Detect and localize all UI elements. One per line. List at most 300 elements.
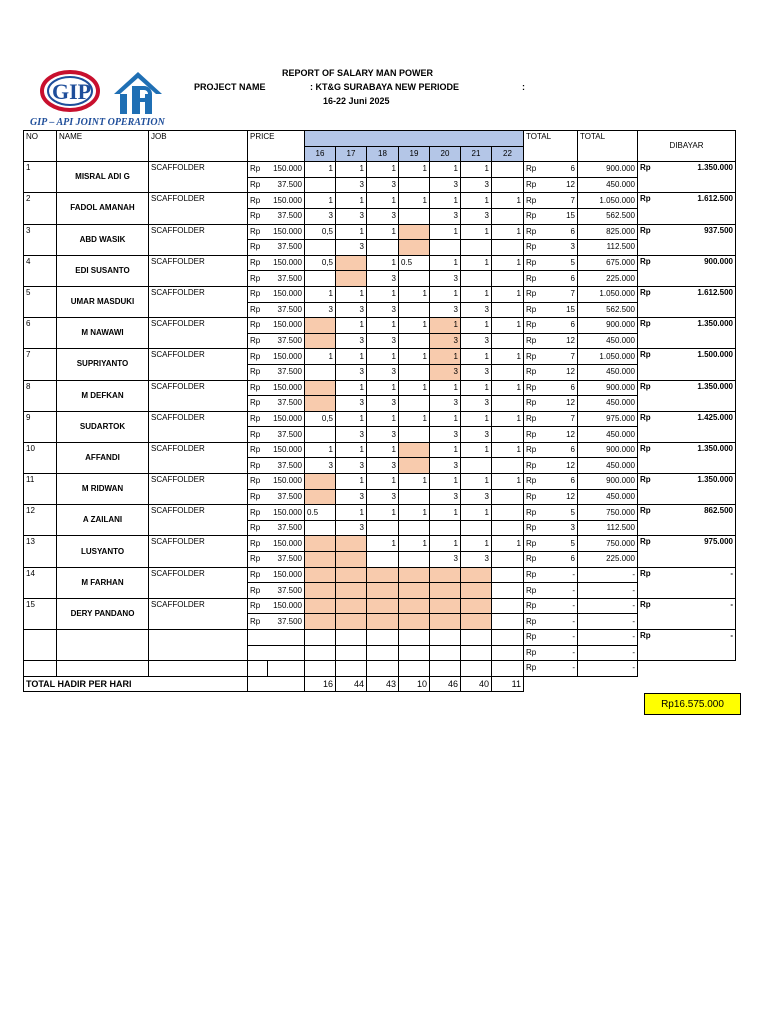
day-cell: 1 <box>367 442 399 458</box>
day-total: 16 <box>305 676 336 692</box>
day-cell <box>367 583 399 599</box>
day-cell <box>336 598 367 614</box>
employee-job: SCAFFOLDER <box>149 598 248 629</box>
day-cell: 3 <box>367 333 399 349</box>
price-currency: Rp <box>248 598 268 614</box>
day-cell <box>399 364 430 380</box>
row-no: 12 <box>24 505 57 536</box>
day-cell: 1 <box>367 318 399 334</box>
total-currency: Rp <box>524 271 544 287</box>
price-value: 37.500 <box>268 177 305 193</box>
total-count: 12 <box>544 458 578 474</box>
day-cell <box>492 598 524 614</box>
day-cell: 3 <box>430 427 461 443</box>
price-currency: Rp <box>248 271 268 287</box>
day-cell <box>336 645 367 661</box>
day-cell: 1 <box>492 224 524 240</box>
price-value: 37.500 <box>268 458 305 474</box>
table-row <box>24 661 736 677</box>
paid-amount: 1.612.500 <box>658 286 736 317</box>
day-cell <box>430 630 461 646</box>
day-cell <box>399 177 430 193</box>
day-cell <box>492 302 524 318</box>
day-cell: 0,5 <box>305 411 336 427</box>
day-cell <box>305 645 336 661</box>
price-value: 150.000 <box>268 411 305 427</box>
price-value: 150.000 <box>268 598 305 614</box>
price-currency: Rp <box>248 364 268 380</box>
day-cell: 3 <box>461 489 492 505</box>
company-logos <box>28 64 198 130</box>
paid-amount: 862.500 <box>658 505 736 536</box>
paid-currency: Rp <box>638 474 658 505</box>
total-count: 6 <box>544 552 578 568</box>
employee-name: M FARHAN <box>57 567 149 598</box>
report-period: 16-22 Juni 2025 <box>323 96 390 106</box>
employee-job: SCAFFOLDER <box>149 411 248 442</box>
day-cell: 1 <box>492 255 524 271</box>
paid-currency: Rp <box>638 286 658 317</box>
employee-job: SCAFFOLDER <box>149 442 248 473</box>
total-currency: Rp <box>524 583 544 599</box>
day-cell: 1 <box>336 286 367 302</box>
price-currency: Rp <box>248 302 268 318</box>
day-total: 40 <box>461 676 492 692</box>
day-cell <box>492 364 524 380</box>
day-cell: 1 <box>461 349 492 365</box>
employee-name: FADOL AMANAH <box>57 193 149 224</box>
day-cell: 1 <box>430 255 461 271</box>
day-cell: 1 <box>461 224 492 240</box>
price-currency: Rp <box>248 224 268 240</box>
total-currency: Rp <box>524 380 544 396</box>
total-count: 12 <box>544 364 578 380</box>
day-cell <box>461 645 492 661</box>
total-amount: 450.000 <box>578 458 638 474</box>
day-cell: 1 <box>399 411 430 427</box>
total-count: - <box>544 598 578 614</box>
day-cell: 1 <box>367 286 399 302</box>
paid-amount: 1.425.000 <box>658 411 736 442</box>
total-count: - <box>544 614 578 630</box>
day-cell: 1 <box>399 318 430 334</box>
day-total: 46 <box>430 676 461 692</box>
day-cell <box>399 333 430 349</box>
table-row <box>24 598 736 614</box>
employee-job: SCAFFOLDER <box>149 162 248 193</box>
row-no: 7 <box>24 349 57 380</box>
day-cell <box>305 474 336 490</box>
total-count: 7 <box>544 411 578 427</box>
total-count: 7 <box>544 286 578 302</box>
total-currency: Rp <box>524 614 544 630</box>
day-cell: 1 <box>367 162 399 178</box>
day-cell: 3 <box>461 208 492 224</box>
paid-amount: 1.350.000 <box>658 442 736 473</box>
day-cell: 3 <box>367 427 399 443</box>
table-row <box>24 255 736 271</box>
gip-api-logo-icon <box>28 64 198 130</box>
day-cell <box>305 396 336 412</box>
day-cell: 1 <box>336 474 367 490</box>
price-value: 150.000 <box>268 349 305 365</box>
total-amount: 1.050.000 <box>578 193 638 209</box>
total-count: 7 <box>544 349 578 365</box>
day-cell: 3 <box>336 208 367 224</box>
day-cell <box>399 240 430 256</box>
empty-cell <box>149 661 248 677</box>
day-cell: 3 <box>461 396 492 412</box>
price-value: 37.500 <box>268 520 305 536</box>
day-cell <box>492 271 524 287</box>
day-cell: 1 <box>399 536 430 552</box>
col-dibayar-header: DIBAYAR <box>638 131 736 162</box>
row-no: 1 <box>24 162 57 193</box>
paid-currency: Rp <box>638 162 658 193</box>
day-cell: 1 <box>430 162 461 178</box>
price-value: 37.500 <box>268 552 305 568</box>
day-cell: 3 <box>461 364 492 380</box>
day-cell <box>305 318 336 334</box>
total-currency: Rp <box>524 333 544 349</box>
day-cell: 1 <box>336 162 367 178</box>
day-cell <box>492 552 524 568</box>
day-cell <box>367 240 399 256</box>
day-cell <box>367 630 399 646</box>
total-currency: Rp <box>524 208 544 224</box>
day-cell: 1 <box>399 162 430 178</box>
price-value: 37.500 <box>268 240 305 256</box>
paid-amount: 975.000 <box>658 536 736 567</box>
day-cell: 1 <box>336 193 367 209</box>
day-cell <box>492 505 524 521</box>
day-cell: 3 <box>336 520 367 536</box>
day-cell <box>367 645 399 661</box>
header-row <box>24 131 736 147</box>
day-cell: 1 <box>492 411 524 427</box>
day-cell <box>399 458 430 474</box>
total-count: - <box>544 661 578 677</box>
total-count: 7 <box>544 193 578 209</box>
day-cell <box>492 645 524 661</box>
paid-currency: Rp <box>638 318 658 349</box>
day-cell: 1 <box>430 286 461 302</box>
total-currency: Rp <box>524 286 544 302</box>
price-currency: Rp <box>248 318 268 334</box>
total-count: 6 <box>544 474 578 490</box>
day-cell: 1 <box>336 411 367 427</box>
total-currency: Rp <box>524 255 544 271</box>
day-cell <box>492 583 524 599</box>
total-amount: 450.000 <box>578 396 638 412</box>
total-currency: Rp <box>524 349 544 365</box>
day-cell: 0.5 <box>305 505 336 521</box>
total-currency: Rp <box>524 302 544 318</box>
price-value: 37.500 <box>268 489 305 505</box>
day-cell <box>305 380 336 396</box>
table-row <box>24 162 736 178</box>
employee-name: LUSYANTO <box>57 536 149 567</box>
day-total: 10 <box>399 676 430 692</box>
table-row <box>24 536 736 552</box>
day-cell: 1 <box>492 380 524 396</box>
price-currency <box>248 630 268 646</box>
day-cell: 1 <box>430 411 461 427</box>
day-cell <box>399 567 430 583</box>
employee-name: M NAWAWI <box>57 318 149 349</box>
price-currency: Rp <box>248 208 268 224</box>
total-currency: Rp <box>524 224 544 240</box>
total-count: 12 <box>544 177 578 193</box>
day-cell: 3 <box>461 333 492 349</box>
day-cell <box>492 427 524 443</box>
empty-cell <box>268 661 305 677</box>
day-cell: 3 <box>367 302 399 318</box>
price-currency: Rp <box>248 380 268 396</box>
total-currency: Rp <box>524 661 544 677</box>
employee-name: EDI SUSANTO <box>57 255 149 286</box>
paid-currency: Rp <box>638 598 658 629</box>
empty-cell <box>248 661 268 677</box>
paid-currency: Rp <box>638 411 658 442</box>
day-cell: 3 <box>336 177 367 193</box>
table-row <box>24 505 736 521</box>
day-cell: 3 <box>336 240 367 256</box>
price-value: 150.000 <box>268 474 305 490</box>
day-cell <box>492 396 524 412</box>
day-cell <box>305 630 336 646</box>
day-cell: 1 <box>336 380 367 396</box>
employee-name: ABD WASIK <box>57 224 149 255</box>
employee-job: SCAFFOLDER <box>149 474 248 505</box>
grand-total: Rp16.575.000 <box>644 693 741 715</box>
price-currency: Rp <box>248 552 268 568</box>
row-no: 8 <box>24 380 57 411</box>
row-no: 14 <box>24 567 57 598</box>
day-header-16: 16 <box>305 146 336 162</box>
price-value: 37.500 <box>268 583 305 599</box>
price-value <box>268 630 305 646</box>
employee-job: SCAFFOLDER <box>149 505 248 536</box>
price-currency: Rp <box>248 177 268 193</box>
svg-text:GIP: GIP <box>52 79 92 104</box>
day-cell: 1 <box>367 193 399 209</box>
employee-name: M DEFKAN <box>57 380 149 411</box>
day-cell <box>305 614 336 630</box>
total-count: 6 <box>544 271 578 287</box>
day-cell <box>492 177 524 193</box>
day-cell: 0,5 <box>305 255 336 271</box>
empty-cell <box>336 661 367 677</box>
day-cell: 1 <box>492 318 524 334</box>
day-cell <box>305 598 336 614</box>
total-count: - <box>544 567 578 583</box>
day-cell <box>461 458 492 474</box>
total-currency: Rp <box>524 240 544 256</box>
employee-name: SUDARTOK <box>57 411 149 442</box>
total-count: - <box>544 645 578 661</box>
row-no: 4 <box>24 255 57 286</box>
day-cell: 1 <box>367 255 399 271</box>
day-cell: 3 <box>461 427 492 443</box>
col-price-header: PRICE <box>248 131 305 162</box>
day-cell <box>367 552 399 568</box>
day-cell: 1 <box>399 505 430 521</box>
total-currency: Rp <box>524 162 544 178</box>
day-cell <box>336 583 367 599</box>
total-count: - <box>544 583 578 599</box>
day-cell: 3 <box>461 302 492 318</box>
total-amount: - <box>578 661 638 677</box>
total-currency: Rp <box>524 520 544 536</box>
day-cell <box>367 598 399 614</box>
day-header-19: 19 <box>399 146 430 162</box>
price-currency: Rp <box>248 349 268 365</box>
day-cell: 1 <box>367 349 399 365</box>
row-no: 6 <box>24 318 57 349</box>
total-amount: 900.000 <box>578 474 638 490</box>
row-no: 11 <box>24 474 57 505</box>
day-cell: 0.5 <box>399 255 430 271</box>
total-amount: 562.500 <box>578 208 638 224</box>
day-cell: 1 <box>430 380 461 396</box>
paid-amount: - <box>658 630 736 661</box>
paid-currency: Rp <box>638 380 658 411</box>
day-cell <box>461 630 492 646</box>
paid-currency: Rp <box>638 630 658 661</box>
day-cell <box>461 240 492 256</box>
total-count: 12 <box>544 489 578 505</box>
day-cell: 1 <box>430 505 461 521</box>
day-cell <box>399 630 430 646</box>
total-amount: 900.000 <box>578 442 638 458</box>
total-amount: 750.000 <box>578 536 638 552</box>
day-cell <box>492 458 524 474</box>
day-cell: 3 <box>430 489 461 505</box>
day-cell <box>305 271 336 287</box>
day-cell: 3 <box>367 177 399 193</box>
employee-name: SUPRIYANTO <box>57 349 149 380</box>
price-currency: Rp <box>248 162 268 178</box>
day-cell: 1 <box>305 286 336 302</box>
day-cell <box>430 598 461 614</box>
day-cell <box>492 520 524 536</box>
total-currency: Rp <box>524 567 544 583</box>
price-value: 150.000 <box>268 255 305 271</box>
day-cell <box>461 598 492 614</box>
day-cell: 1 <box>492 286 524 302</box>
total-count: 12 <box>544 396 578 412</box>
day-cell: 3 <box>336 489 367 505</box>
day-cell <box>305 489 336 505</box>
table-row <box>24 474 736 490</box>
total-amount: 900.000 <box>578 162 638 178</box>
price-currency: Rp <box>248 396 268 412</box>
total-amount: - <box>578 583 638 599</box>
day-cell <box>430 614 461 630</box>
paid-currency: Rp <box>638 567 658 598</box>
table-row <box>24 567 736 583</box>
price-value: 150.000 <box>268 505 305 521</box>
table-row <box>24 193 736 209</box>
total-amount: 450.000 <box>578 364 638 380</box>
totals-label: TOTAL HADIR PER HARI <box>24 676 248 692</box>
day-cell: 3 <box>367 271 399 287</box>
day-cell <box>336 536 367 552</box>
paid-amount: 1.500.000 <box>658 349 736 380</box>
total-amount: 112.500 <box>578 240 638 256</box>
day-cell: 1 <box>461 505 492 521</box>
day-cell <box>492 333 524 349</box>
col-total-count-header: TOTAL <box>524 131 578 162</box>
employee-job: SCAFFOLDER <box>149 255 248 286</box>
col-total-amount-header: TOTAL <box>578 131 638 162</box>
day-cell: 3 <box>305 302 336 318</box>
day-cell: 3 <box>367 396 399 412</box>
day-cell: 1 <box>399 193 430 209</box>
total-amount: - <box>578 645 638 661</box>
salary-table <box>23 130 736 692</box>
day-cell <box>461 614 492 630</box>
day-cell: 1 <box>399 474 430 490</box>
total-currency: Rp <box>524 536 544 552</box>
day-cell: 1 <box>430 318 461 334</box>
day-total: 44 <box>336 676 367 692</box>
price-currency: Rp <box>248 442 268 458</box>
day-cell: 1 <box>461 411 492 427</box>
price-currency: Rp <box>248 255 268 271</box>
day-cell <box>492 208 524 224</box>
paid-currency: Rp <box>638 536 658 567</box>
day-cell: 1 <box>305 442 336 458</box>
day-cell: 3 <box>430 302 461 318</box>
day-cell: 1 <box>461 286 492 302</box>
price-currency: Rp <box>248 240 268 256</box>
total-amount: 450.000 <box>578 333 638 349</box>
total-count: 15 <box>544 302 578 318</box>
day-cell: 1 <box>367 474 399 490</box>
row-no: 3 <box>24 224 57 255</box>
empty-cell <box>248 676 305 692</box>
total-amount: 450.000 <box>578 489 638 505</box>
day-header-20: 20 <box>430 146 461 162</box>
day-cell <box>399 614 430 630</box>
price-currency: Rp <box>248 411 268 427</box>
day-cell <box>305 567 336 583</box>
day-cell <box>367 520 399 536</box>
day-cell: 3 <box>305 458 336 474</box>
day-cell: 0,5 <box>305 224 336 240</box>
day-cell: 1 <box>461 318 492 334</box>
empty-cell <box>305 661 336 677</box>
day-cell <box>399 442 430 458</box>
total-currency: Rp <box>524 177 544 193</box>
total-count: 5 <box>544 505 578 521</box>
price-value: 37.500 <box>268 208 305 224</box>
total-currency: Rp <box>524 364 544 380</box>
svg-text:GIP – API JOINT OPERATION: GIP – API JOINT OPERATION <box>30 117 165 128</box>
paid-currency: Rp <box>638 505 658 536</box>
employee-name <box>57 630 149 661</box>
day-cell <box>305 427 336 443</box>
empty-cell <box>24 661 57 677</box>
day-cell: 1 <box>492 474 524 490</box>
day-cell <box>305 240 336 256</box>
employee-name: A ZAILANI <box>57 505 149 536</box>
day-cell: 1 <box>399 286 430 302</box>
total-amount: 225.000 <box>578 552 638 568</box>
day-cell: 1 <box>367 536 399 552</box>
